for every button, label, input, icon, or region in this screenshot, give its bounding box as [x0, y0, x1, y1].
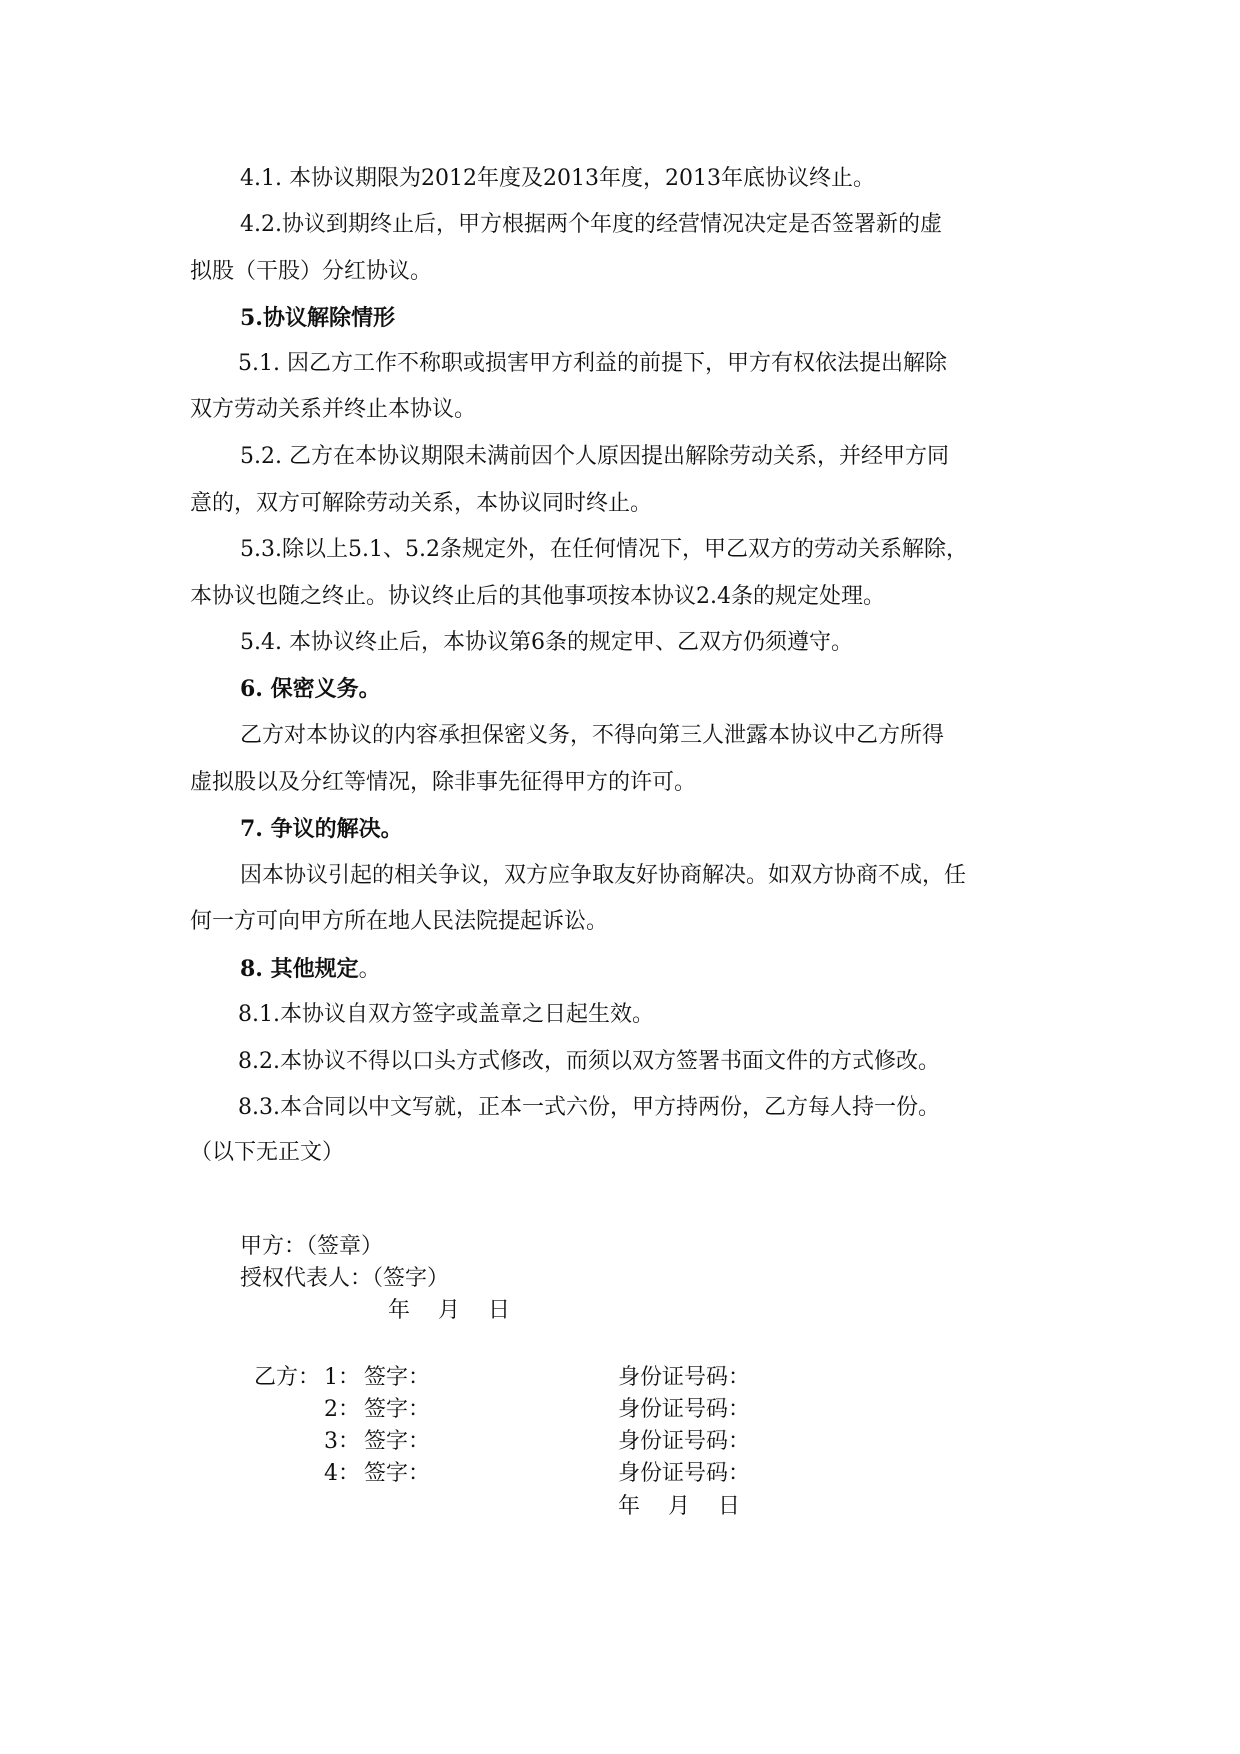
clause-4-2: 4.2.协议到期终止后，甲方根据两个年度的经营情况决定是否签署新的虚 — [240, 212, 942, 237]
party-b-row-1-sign: 签字： — [364, 1365, 431, 1390]
party-a-seal: 甲方：（签章） — [240, 1234, 384, 1259]
clause-8-2: 8.2.本协议不得以口头方式修改，而须以双方签署书面文件的方式修改。 — [238, 1049, 940, 1074]
clause-8-3: 8.3.本合同以中文写就，正本一式六份，甲方持两份，乙方每人持一份。 — [238, 1095, 940, 1120]
party-b-row-2-num: 2： — [324, 1397, 360, 1422]
party-b-row-2-id: 身份证号码： — [618, 1397, 751, 1422]
clause-5-4: 5.4. 本协议终止后，本协议第6条的规定甲、乙双方仍须遵守。 — [240, 630, 853, 655]
party-b-row-4-sign: 签字： — [364, 1461, 431, 1486]
party-a-date: 年 月 日 — [388, 1298, 510, 1323]
party-b-row-4-num: 4： — [324, 1461, 360, 1486]
clause-5-1-cont: 双方劳动关系并终止本协议。 — [190, 397, 477, 422]
clause-4-1: 4.1. 本协议期限为2012年度及2013年度，2013年底协议终止。 — [240, 166, 875, 191]
clause-5-2-cont: 意的，双方可解除劳动关系，本协议同时终止。 — [190, 491, 653, 516]
party-b-row-4-id: 身份证号码： — [618, 1461, 751, 1486]
clause-5-1: 5.1. 因乙方工作不称职或损害甲方利益的前提下，甲方有权依法提出解除 — [238, 351, 947, 376]
party-b-row-3-id: 身份证号码： — [618, 1429, 751, 1454]
section-5-heading: 5.协议解除情形 — [240, 305, 395, 331]
end-of-text-note: （以下无正文） — [190, 1140, 345, 1165]
section-7-heading: 7. 争议的解决。 — [240, 816, 403, 842]
party-b-label: 乙方： — [254, 1365, 321, 1390]
section-8-heading-tail: 。 — [358, 957, 381, 982]
clause-8-1: 8.1.本协议自双方签字或盖章之日起生效。 — [238, 1002, 654, 1027]
clause-4-2-cont: 拟股（干股）分红协议。 — [190, 259, 433, 284]
party-b-row-2-sign: 签字： — [364, 1397, 431, 1422]
section-8-heading — [240, 954, 381, 985]
clause-6-body: 乙方对本协议的内容承担保密义务，不得向第三人泄露本协议中乙方所得 — [240, 723, 945, 748]
authorized-rep-signature: 授权代表人：（签字） — [240, 1266, 450, 1291]
clause-6-body-cont: 虚拟股以及分红等情况，除非事先征得甲方的许可。 — [190, 770, 697, 795]
party-b-row-3-num: 3： — [324, 1429, 360, 1454]
party-b-row-1-num: 1： — [324, 1365, 360, 1390]
clause-7-body-cont: 何一方可向甲方所在地人民法院提起诉讼。 — [190, 909, 609, 934]
clause-7-body: 因本协议引起的相关争议，双方应争取友好协商解决。如双方协商不成，任 — [240, 863, 967, 888]
section-8-heading-text: 8. 其他规定 — [240, 956, 359, 982]
party-b-date: 年 月 日 — [618, 1494, 740, 1519]
section-6-heading: 6. 保密义务。 — [240, 676, 381, 702]
clause-5-3-cont: 本协议也随之终止。协议终止后的其他事项按本协议2.4条的规定处理。 — [190, 584, 885, 609]
party-b-row-1-id: 身份证号码： — [618, 1365, 751, 1390]
clause-5-3: 5.3.除以上5.1、5.2条规定外，在任何情况下，甲乙双方的劳动关系解除， — [240, 537, 968, 562]
party-b-row-3-sign: 签字： — [364, 1429, 431, 1454]
clause-5-2: 5.2. 乙方在本协议期限未满前因个人原因提出解除劳动关系，并经甲方同 — [240, 444, 949, 469]
